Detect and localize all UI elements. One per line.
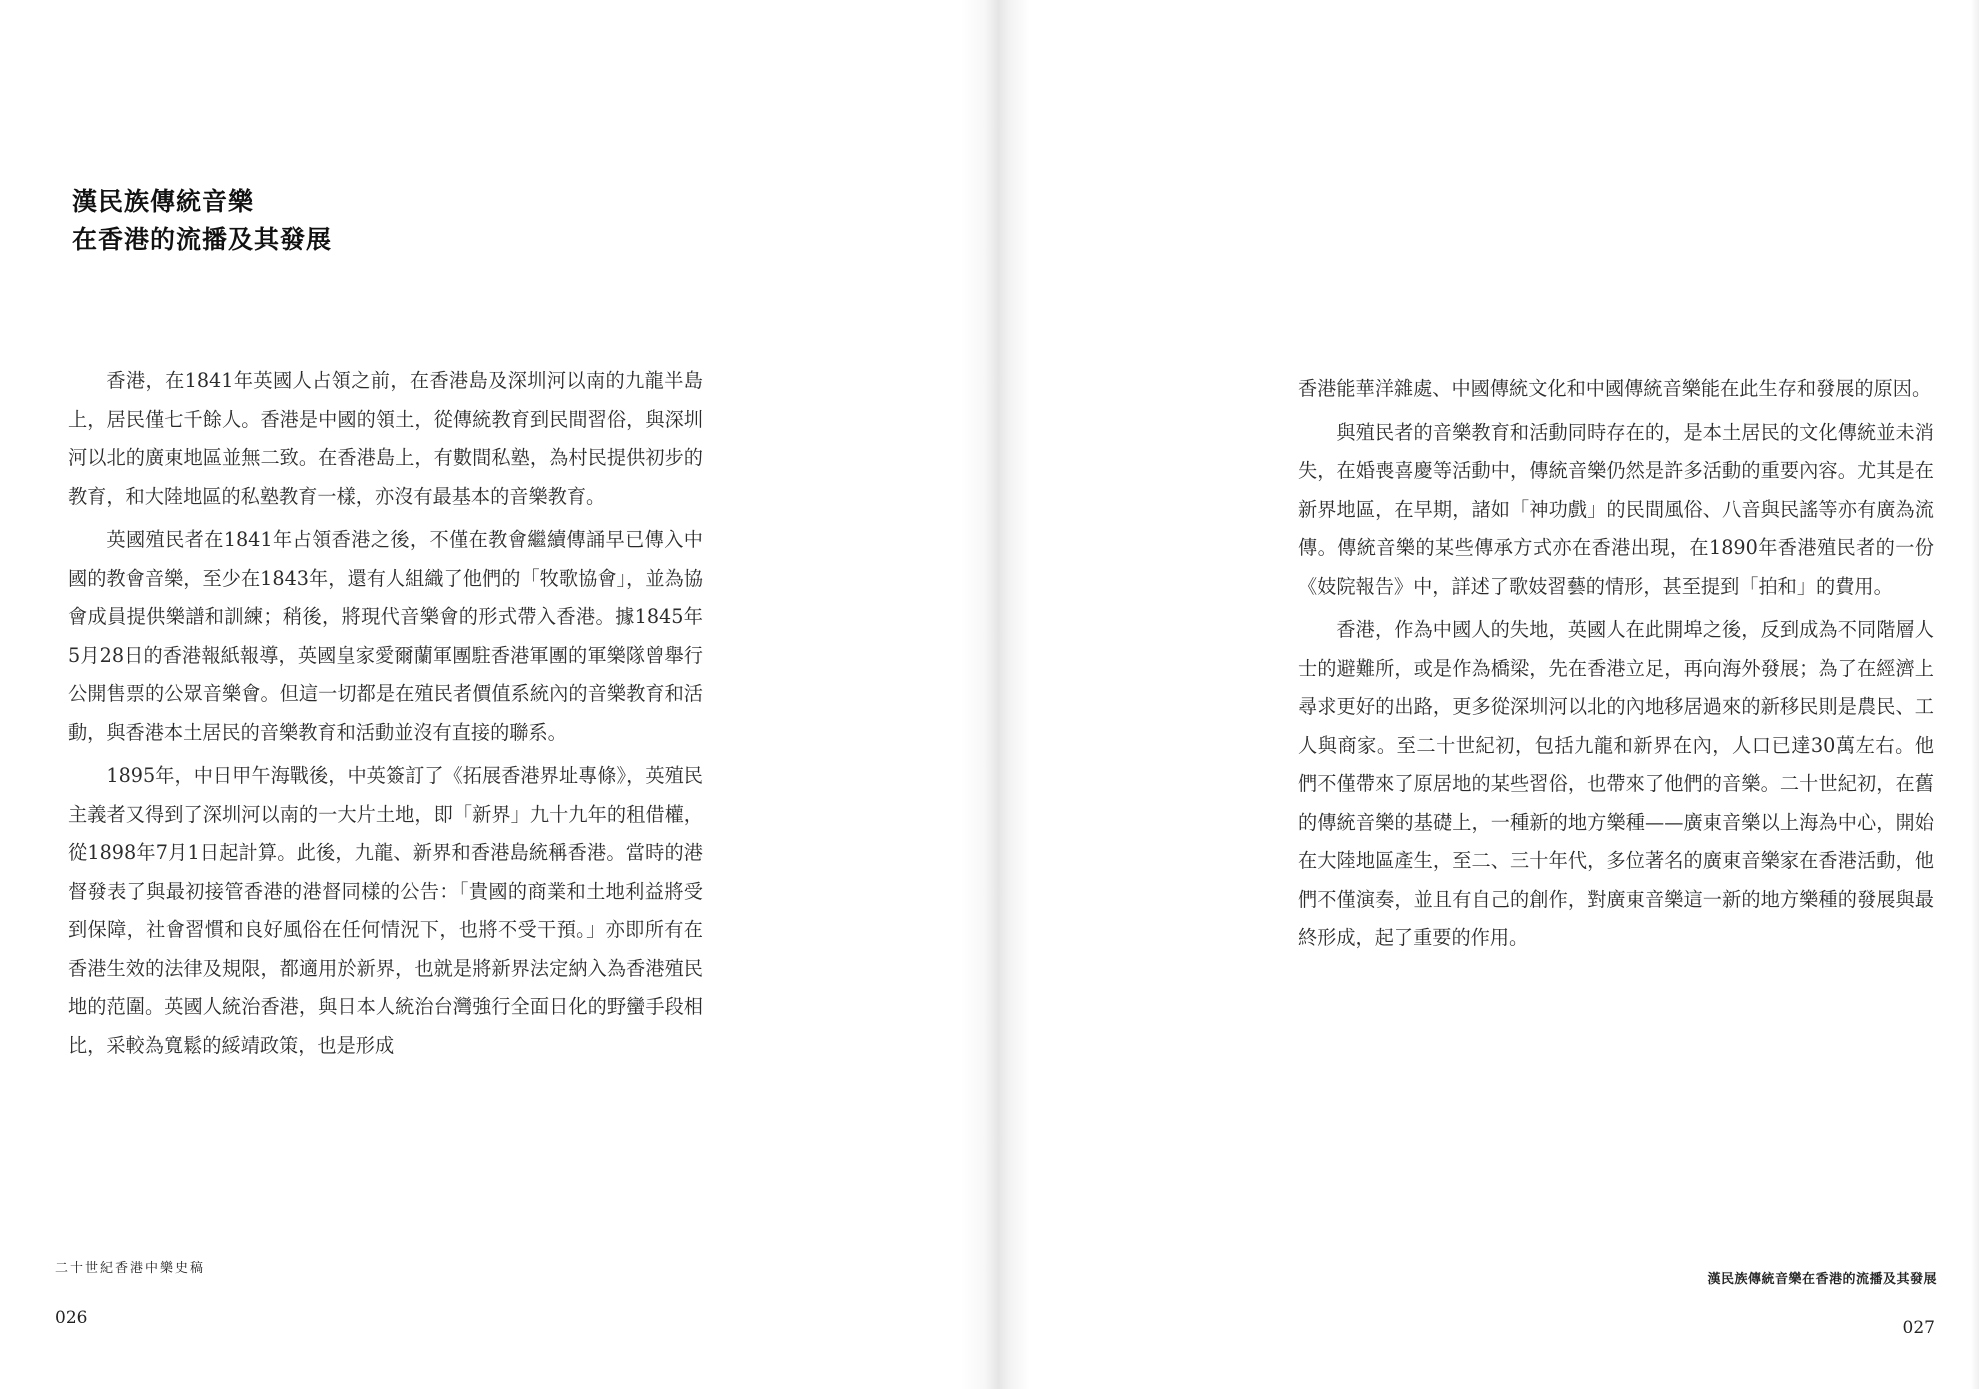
chapter-title-line-1: 漢民族傳統音樂 — [72, 187, 255, 216]
running-head-left: 二十世紀香港中樂史稿 — [55, 1261, 206, 1276]
page-edge-shadow — [1971, 0, 1979, 1389]
paragraph-continued: 香港能華洋雜處、中國傳統文化和中國傳統音樂能在此生存和發展的原因。 — [1298, 377, 1932, 400]
paragraph: 香港，作為中國人的失地，英國人在此開埠之後，反到成為不同階層人士的避難所，或是作為橋梁，先在香港立足，再向海外發展；為了在經濟上尋求更好的出路，更多從深圳河以北的內地移居過來的新移民則是農民、工人與商家。至二十世紀初，包括九龍和新界在內，人口已達30萬左右。他們不僅帶來了原居地的某些習俗，也帶來了他們的音樂。二十世紀初，在舊的傳統音樂的基礎上，一種新的地方樂種——廣東音樂以上海為中心，開始在大陸地區產生，至二、三十年代，多位著名的廣東音樂家在香港活動，他們不僅演奏，並且有自己的創作，對廣東音樂這一新的地方樂種的發展與最終形成，起了重要的作用。 — [1298, 618, 1934, 949]
left-body-text — [68, 362, 703, 1070]
page-number-right: 027 — [1902, 1318, 1935, 1338]
paragraph: 1895年，中日甲午海戰後，中英簽訂了《拓展香港界址專條》，英殖民主義者又得到了深圳河以南的一大片土地，即「新界」九十九年的租借權，從1898年7月1日起計算。此後，九龍、新界和香港島統稱香港。當時的港督發表了與最初接管香港的港督同樣的公告：「貴國的商業和土地利益將受到保障，社會習慣和良好風俗在任何情況下，也將不受干預。」亦即所有在香港生效的法律及規限，都適用於新界，也就是將新界法定納入為香港殖民地的范圍。英國人統治香港，與日本人統治台灣強行全面日化的野蠻手段相比，采較為寬鬆的綏靖政策，也是形成 — [68, 764, 703, 1057]
page-number-left: 026 — [55, 1308, 88, 1328]
left-page — [0, 0, 985, 1389]
paragraph: 香港，在1841年英國人占領之前，在香港島及深圳河以南的九龍半島上，居民僅七千餘人。香港是中國的領土，從傳統教育到民間習俗，與深圳河以北的廣東地區並無二致。在香港島上，有數間私塾，為村民提供初步的教育，和大陸地區的私塾教育一樣，亦沒有最基本的音樂教育。 — [68, 369, 703, 508]
running-head-right: 漢民族傳統音樂在香港的流播及其發展 — [1707, 1272, 1937, 1287]
paragraph: 英國殖民者在1841年占領香港之後，不僅在教會繼續傳誦早已傳入中國的教會音樂，至少在1843年，還有人組織了他們的「牧歌協會」，並為協會成員提供樂譜和訓練；稍後，將現代音樂會的形式帶入香港。據1845年5月28日的香港報紙報導，英國皇家愛爾蘭軍團駐香港軍團的軍樂隊曾舉行公開售票的公眾音樂會。但這一切都是在殖民者價值系統內的音樂教育和活動，與香港本土居民的音樂教育和活動並沒有直接的聯系。 — [68, 528, 703, 744]
chapter-title-line-2: 在香港的流播及其發展 — [72, 225, 333, 254]
chapter-title — [72, 183, 332, 259]
paragraph: 與殖民者的音樂教育和活動同時存在的，是本土居民的文化傳統並未消失，在婚喪喜慶等活動中，傳統音樂仍然是許多活動的重要內容。尤其是在新界地區，在早期，諸如「神功戲」的民間風俗、八音與民謠等亦有廣為流傳。傳統音樂的某些傳承方式亦在香港出現，在1890年香港殖民者的一份《妓院報告》中，詳述了歌妓習藝的情形，甚至提到「拍和」的費用。 — [1298, 420, 1934, 598]
right-body-text — [1298, 370, 1934, 963]
